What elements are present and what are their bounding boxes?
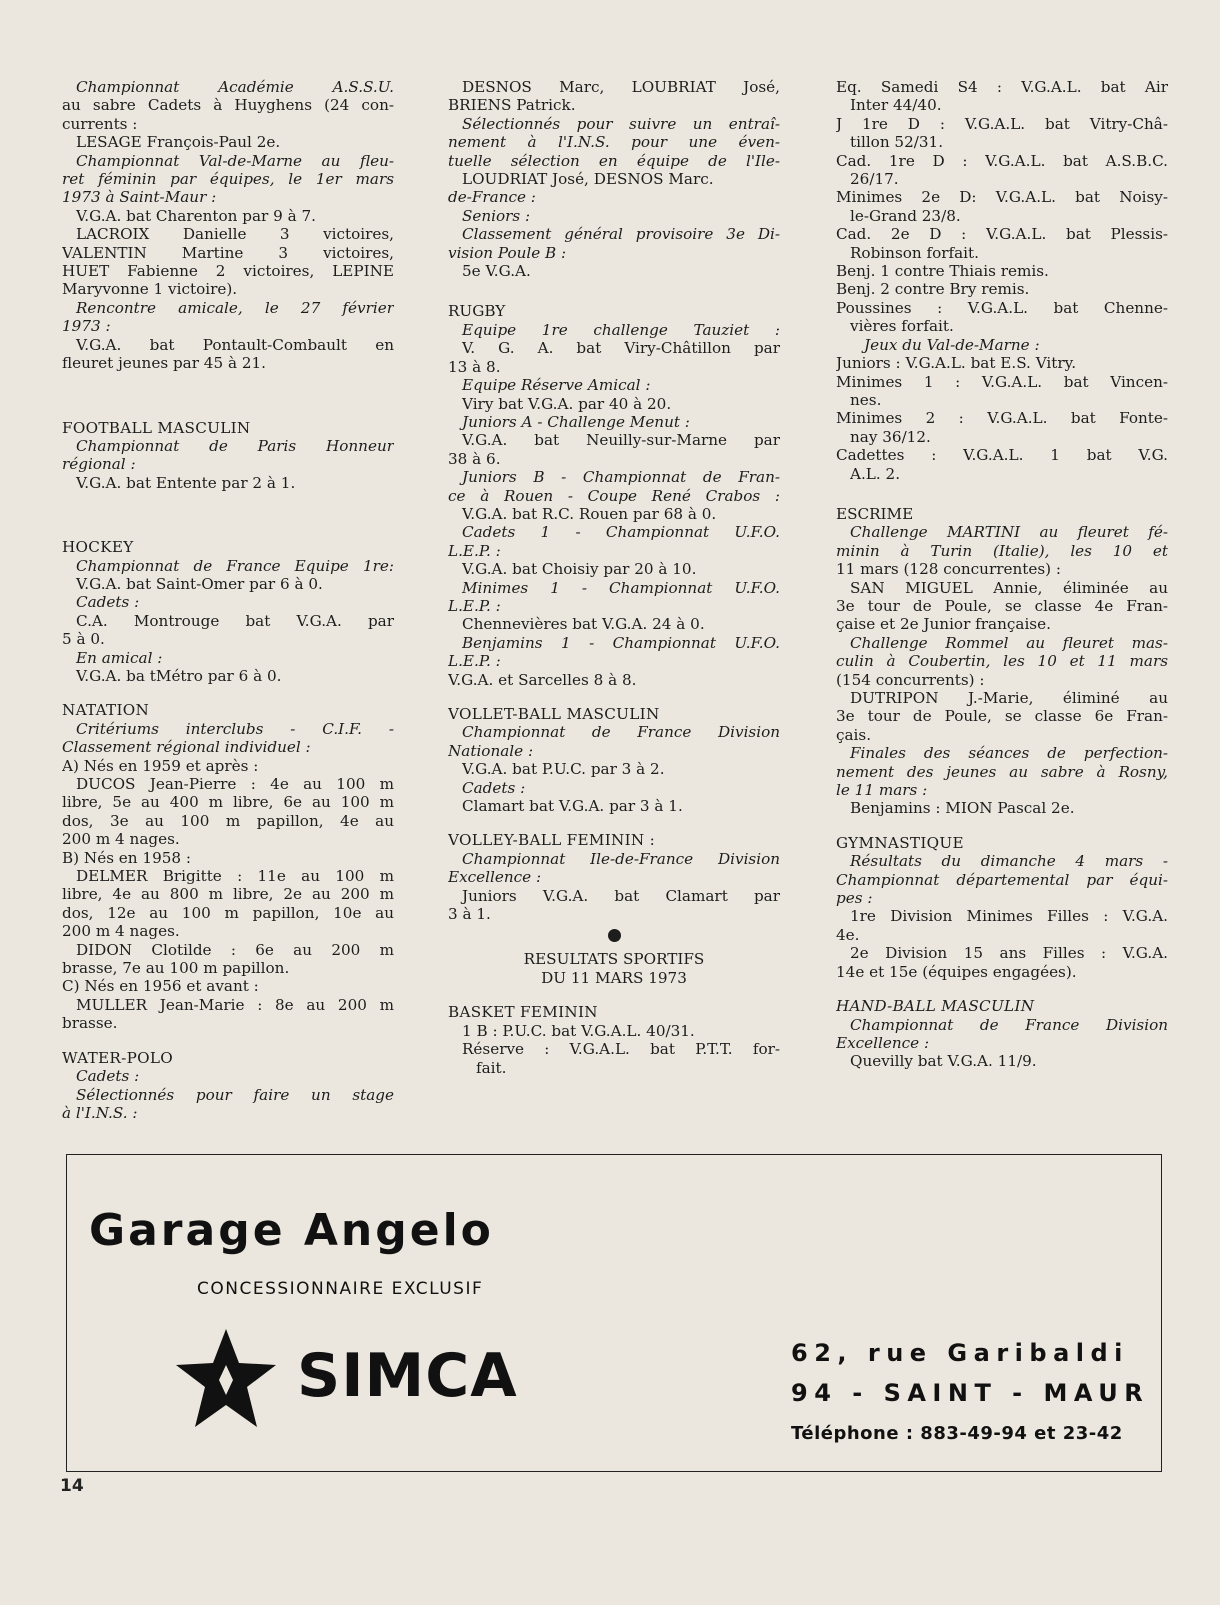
text-line: Sélectionnés pour suivre un entraî- <box>462 114 780 133</box>
text-line: nement des jeunes au sabre à Rosny, <box>836 762 1168 781</box>
text-line: Seniors : <box>462 206 531 225</box>
text-line: MULLER Jean-Marie : 8e au 200 m <box>76 995 394 1014</box>
section-heading: GYMNASTIQUE <box>836 833 964 852</box>
text-line: Minimes 2 : V.G.A.L. bat Fonte- <box>836 409 1168 428</box>
text-line: Cad. 1re D : V.G.A.L. bat A.S.B.C. <box>836 151 1168 170</box>
text-line: Viry bat V.G.A. par 40 à 20. <box>462 394 672 413</box>
text-line: Robinson forfait. <box>850 243 979 262</box>
text-line: RESULTATS SPORTIFS <box>523 950 705 969</box>
text-line: V.G.A. bat P.U.C. par 3 à 2. <box>462 760 665 779</box>
text-line: 1973 : <box>62 317 111 336</box>
text-line: au sabre Cadets à Huyghens (24 con- <box>62 96 394 115</box>
simca-star-logo-icon <box>171 1325 281 1435</box>
section-heading: BASKET FEMININ <box>448 1003 598 1022</box>
spacer <box>62 373 394 403</box>
text-line: 14e et 15e (équipes engagées). <box>836 962 1077 981</box>
text-line: Championnat départemental par équi- <box>836 870 1168 889</box>
text-line: Benj. 2 contre Bry remis. <box>836 280 1030 299</box>
text-line: C) Nés en 1956 et avant : <box>62 977 259 996</box>
text-line: Benjamins : MION Pascal 2e. <box>850 799 1075 818</box>
text-line: culin à Coubertin, les 10 et 11 mars <box>836 652 1168 671</box>
text-line: 1re Division Minimes Filles : V.G.A. <box>850 907 1168 926</box>
text-line: 3e tour de Poule, se classe 6e Fran- <box>836 707 1168 726</box>
text-line: çais. <box>836 725 872 744</box>
text-line: DUCOS Jean-Pierre : 4e au 100 m <box>76 775 394 793</box>
section-heading: HOCKEY <box>62 538 134 557</box>
text-line: tillon 52/31. <box>850 133 944 152</box>
section-heading: NATATION <box>62 701 150 720</box>
text-line: DUTRIPON J.-Marie, éliminé au <box>850 689 1168 707</box>
text-line: C.A. Montrouge bat V.G.A. par <box>76 611 394 630</box>
text-line: Clamart bat V.G.A. par 3 à 1. <box>462 797 683 816</box>
spacer <box>62 492 394 522</box>
page-number: 14 <box>60 1476 84 1496</box>
text-line: libre, 4e au 800 m libre, 2e au 200 m <box>62 885 394 904</box>
text-line: Juniors A - Challenge Menut : <box>462 412 690 431</box>
text-line: 5 à 0. <box>62 630 105 649</box>
text-line: Equipe Réserve Amical : <box>462 376 651 395</box>
ad-garage-name: Garage Angelo <box>89 1205 494 1256</box>
text-line: Poussines : V.G.A.L. bat Chenne- <box>836 298 1168 317</box>
text-line: régional : <box>62 455 136 474</box>
text-line: L.E.P. : <box>448 541 501 560</box>
text-line: dos, 3e au 100 m papillon, 4e au <box>62 811 394 830</box>
text-line: BRIENS Patrick. <box>448 96 576 115</box>
text-line: DELMER Brigitte : 11e au 100 m <box>76 867 394 886</box>
text-line: Cadets 1 - Championnat U.F.O. <box>462 523 780 542</box>
text-line: Chennevières bat V.G.A. 24 à 0. <box>462 615 705 634</box>
text-line: Cadets : <box>76 1067 140 1086</box>
text-line: 5e V.G.A. <box>462 262 531 281</box>
bullet-dot <box>608 929 621 942</box>
text-line: Juniors V.G.A. bat Clamart par <box>462 886 780 905</box>
text-line: Réserve : V.G.A.L. bat P.T.T. for- <box>462 1040 780 1059</box>
column-right <box>836 78 1168 1071</box>
text-line: 3e tour de Poule, se classe 4e Fran- <box>836 596 1168 615</box>
text-line: à l'I.N.S. : <box>62 1103 138 1122</box>
column-middle <box>448 78 780 1077</box>
text-line: 38 à 6. <box>448 449 501 468</box>
text-line: L.E.P. : <box>448 652 501 671</box>
text-line: Championnat de France Division <box>462 723 780 742</box>
text-line: de-France : <box>448 188 536 207</box>
text-line: V.G.A. bat Pontault-Combault en <box>76 335 394 354</box>
spacer <box>448 280 780 302</box>
text-line: Championnat Ile-de-France Division <box>462 849 780 868</box>
text-line: Championnat de France Equipe 1re: <box>76 556 394 575</box>
text-line: vières forfait. <box>850 317 954 336</box>
text-line: A) Nés en 1959 et après : <box>62 756 259 775</box>
text-line: Résultats du dimanche 4 mars - <box>850 852 1168 871</box>
text-line: currents : <box>62 114 138 133</box>
text-line: dos, 12e au 100 m papillon, 10e au <box>62 903 394 922</box>
text-line: V.G.A. bat Charenton par 9 à 7. <box>76 206 316 225</box>
text-line: LESAGE François-Paul 2e. <box>76 133 281 152</box>
text-line: 11 mars (128 concurrentes) : <box>836 560 1061 579</box>
text-line: nement à l'I.N.S. pour une éven- <box>448 133 780 152</box>
text-line: LACROIX Danielle 3 victoires, <box>76 225 394 244</box>
ad-address-city: 94 - SAINT - MAUR <box>791 1379 1150 1407</box>
text-line: Challenge Rommel au fleuret mas- <box>850 633 1168 652</box>
text-line: ret féminin par équipes, le 1er mars <box>62 170 394 189</box>
section-heading: VOLLET-BALL MASCULIN <box>448 705 660 723</box>
text-line: SAN MIGUEL Annie, éliminée au <box>850 578 1168 597</box>
text-line: ce à Rouen - Coupe René Crabos : <box>448 486 780 505</box>
text-line: V. G. A. bat Viry-Châtillon par <box>462 339 780 358</box>
text-line: L.E.P. : <box>448 596 501 615</box>
text-line: fait. <box>476 1058 507 1077</box>
text-line: Juniors B - Championnat de Fran- <box>462 468 780 487</box>
text-line: HUET Fabienne 2 victoires, LEPINE <box>62 262 394 281</box>
text-line: DESNOS Marc, LOUBRIAT José, <box>462 78 780 96</box>
text-line: V.G.A. bat R.C. Rouen par 68 à 0. <box>462 504 717 523</box>
text-line: nay 36/12. <box>850 427 931 446</box>
text-line: Nationale : <box>448 741 534 760</box>
text-line: V.G.A. bat Entente par 2 à 1. <box>76 473 296 492</box>
spacer <box>836 483 1168 505</box>
ad-address-street: 62, rue Garibaldi <box>791 1339 1129 1367</box>
text-line: çaise et 2e Junior française. <box>836 615 1051 634</box>
text-line: RUGBY <box>448 302 506 321</box>
text-line: Cad. 2e D : V.G.A.L. bat Plessis- <box>836 225 1168 244</box>
text-line: 200 m 4 nages. <box>62 830 180 849</box>
text-line: V.G.A. et Sarcelles 8 à 8. <box>448 670 637 689</box>
text-line: DIDON Clotilde : 6e au 200 m <box>76 940 394 959</box>
ad-phone: Téléphone : 883-49-94 et 23-42 <box>791 1423 1123 1444</box>
advertisement-box <box>66 1154 1162 1472</box>
text-line: Minimes 1 : V.G.A.L. bat Vincen- <box>836 372 1168 391</box>
text-line: 26/17. <box>850 170 899 189</box>
text-line: V.G.A. bat Neuilly-sur-Marne par <box>462 431 780 450</box>
text-line: Benj. 1 contre Thiais remis. <box>836 262 1049 281</box>
section-heading: WATER-POLO <box>62 1048 173 1067</box>
text-line: En amical : <box>76 648 163 667</box>
text-line: Maryvonne 1 victoire). <box>62 280 238 299</box>
text-line: B) Nés en 1958 : <box>62 848 192 867</box>
text-line: minin à Turin (Italie), les 10 et <box>836 541 1168 560</box>
text-line: V.G.A. bat Choisiy par 20 à 10. <box>462 560 697 579</box>
text-line: Rencontre amicale, le 27 février <box>76 298 394 317</box>
text-line: 1 B : P.U.C. bat V.G.A.L. 40/31. <box>462 1021 695 1040</box>
text-line: Championnat de France Division <box>850 1015 1168 1034</box>
text-line: Cadets : <box>462 778 526 797</box>
text-line: (154 concurrents) : <box>836 670 985 689</box>
text-line: Finales des séances de perfection- <box>850 744 1168 763</box>
text-line: Championnat Académie A.S.S.U. <box>76 78 394 96</box>
text-line: brasse. <box>62 1014 118 1033</box>
text-line: Benjamins 1 - Championnat U.F.O. <box>462 633 780 652</box>
text-line: le-Grand 23/8. <box>850 206 961 225</box>
text-line: V.G.A. ba tMétro par 6 à 0. <box>76 666 282 685</box>
ad-brand: SIMCA <box>297 1341 518 1411</box>
text-line: VALENTIN Martine 3 victoires, <box>62 243 394 262</box>
text-line: 200 m 4 nages. <box>62 922 180 941</box>
text-line: V.G.A. bat Saint-Omer par 6 à 0. <box>76 574 323 593</box>
text-line: pes : <box>836 889 873 908</box>
text-line: DU 11 MARS 1973 <box>541 968 687 987</box>
text-line: Classement général provisoire 3e Di- <box>462 225 780 244</box>
text-line: Inter 44/40. <box>850 96 942 115</box>
text-line: Quevilly bat V.G.A. 11/9. <box>850 1052 1037 1071</box>
text-line: 13 à 8. <box>448 357 501 376</box>
text-line: Juniors : V.G.A.L. bat E.S. Vitry. <box>836 354 1077 373</box>
section-heading: VOLLEY-BALL FEMININ : <box>448 831 656 850</box>
column-left <box>62 78 394 1122</box>
text-line: A.L. 2. <box>850 464 901 483</box>
text-line: libre, 5e au 400 m libre, 6e au 100 m <box>62 793 394 812</box>
text-line: Minimes 2e D: V.G.A.L. bat Noisy- <box>836 188 1168 207</box>
text-line: 4e. <box>836 925 860 944</box>
text-line: ESCRIME <box>836 504 914 523</box>
text-line: 2e Division 15 ans Filles : V.G.A. <box>850 944 1168 963</box>
text-line: Cadettes : V.G.A.L. 1 bat V.G. <box>836 446 1168 465</box>
text-line: Championnat Val-de-Marne au fleu- <box>76 151 394 170</box>
text-line: tuelle sélection en équipe de l'Ile- <box>448 151 780 170</box>
text-line: Classement régional individuel : <box>62 738 311 757</box>
text-line: Cadets : <box>76 593 140 612</box>
text-line: Championnat de Paris Honneur <box>76 436 394 455</box>
text-line: Equipe 1re challenge Tauziet : <box>462 320 780 339</box>
section-heading: HAND-BALL MASCULIN <box>836 997 1035 1016</box>
text-line: 3 à 1. <box>448 905 491 924</box>
text-line: brasse, 7e au 100 m papillon. <box>62 959 290 978</box>
text-line: Excellence : <box>448 868 542 887</box>
text-line: Excellence : <box>836 1033 930 1052</box>
text-line: Critériums interclubs - C.I.F. - <box>76 719 394 738</box>
text-line: fleuret jeunes par 45 à 21. <box>62 354 267 373</box>
ad-subtitle: CONCESSIONNAIRE EXCLUSIF <box>197 1279 484 1299</box>
text-line: Challenge MARTINI au fleuret fé- <box>850 523 1168 542</box>
text-line: J 1re D : V.G.A.L. bat Vitry-Châ- <box>836 114 1168 133</box>
text-line: Minimes 1 - Championnat U.F.O. <box>462 578 780 597</box>
text-line: Eq. Samedi S4 : V.G.A.L. bat Air <box>836 78 1168 96</box>
text-line: vision Poule B : <box>448 243 567 262</box>
text-line: LOUDRIAT José, DESNOS Marc. <box>462 170 714 189</box>
text-line: Jeux du Val-de-Marne : <box>864 335 1040 354</box>
text-line: Sélectionnés pour faire un stage <box>76 1085 394 1104</box>
section-heading: FOOTBALL MASCULIN <box>62 418 251 437</box>
text-line: 1973 à Saint-Maur : <box>62 188 217 207</box>
text-line: le 11 mars : <box>836 781 928 800</box>
text-line: nes. <box>850 390 882 409</box>
